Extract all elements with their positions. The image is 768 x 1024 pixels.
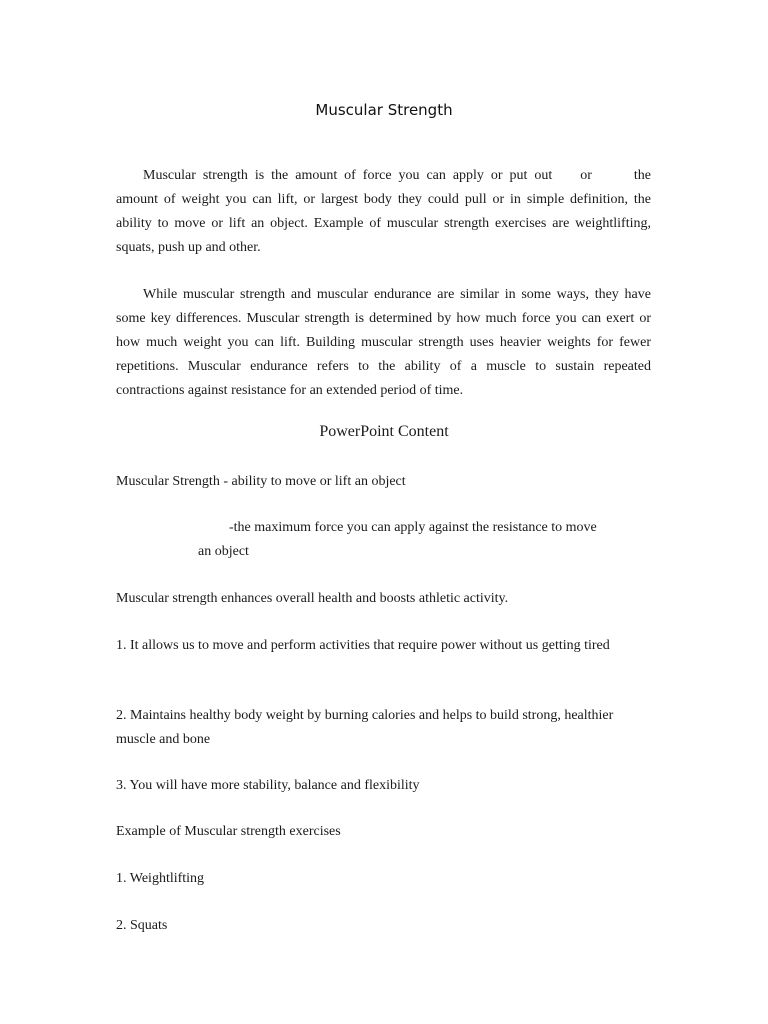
benefit-item-1: 1. It allows us to move and perform activities that require power without us getting tired xyxy=(116,638,610,653)
example-item-2: 2. Squats xyxy=(116,918,168,933)
benefit-item-3: 3. You will have more stability, balance and flexibility xyxy=(116,778,420,793)
powerpoint-heading: PowerPoint Content xyxy=(319,423,449,440)
benefits-intro: Muscular strength enhances overall health and boosts athletic activity. xyxy=(116,591,509,606)
examples-intro: Example of Muscular strength exercises xyxy=(116,824,341,839)
document-title: Muscular Strength xyxy=(315,101,453,119)
ppt-definition: Muscular Strength - ability to move or lift an object xyxy=(116,474,406,489)
benefit-item-2: 2. Maintains healthy body weight by burning calories and helps to build strong, healthier muscle and bone xyxy=(116,708,614,747)
ppt-definition-continued xyxy=(198,516,648,564)
ppt-definition-line-1: -the maximum force you can apply against the resistance to move xyxy=(229,520,597,535)
paragraph-comparison: While muscular strength and muscular endurance are similar in some ways, they have some key differences. Muscular strength is determined by how much force you can exert or how much weight you can lift. Building muscular strength uses heavier weights for fewer repetitions. Muscular endurance refers to the ability of a muscle to sustain repeated contractions against resistance for an extended period of time. xyxy=(116,287,651,398)
paragraph-definition: Muscular strength is the amount of force you can apply or put out or the amount of weight you can lift, or largest body they could pull or in simple definition, the ability to move or lift an object. Example of muscular strength exercises are weightlifting, squats, push up and other. xyxy=(116,168,651,255)
ppt-definition-line-2: an object xyxy=(198,544,249,559)
example-item-1: 1. Weightlifting xyxy=(116,871,205,886)
